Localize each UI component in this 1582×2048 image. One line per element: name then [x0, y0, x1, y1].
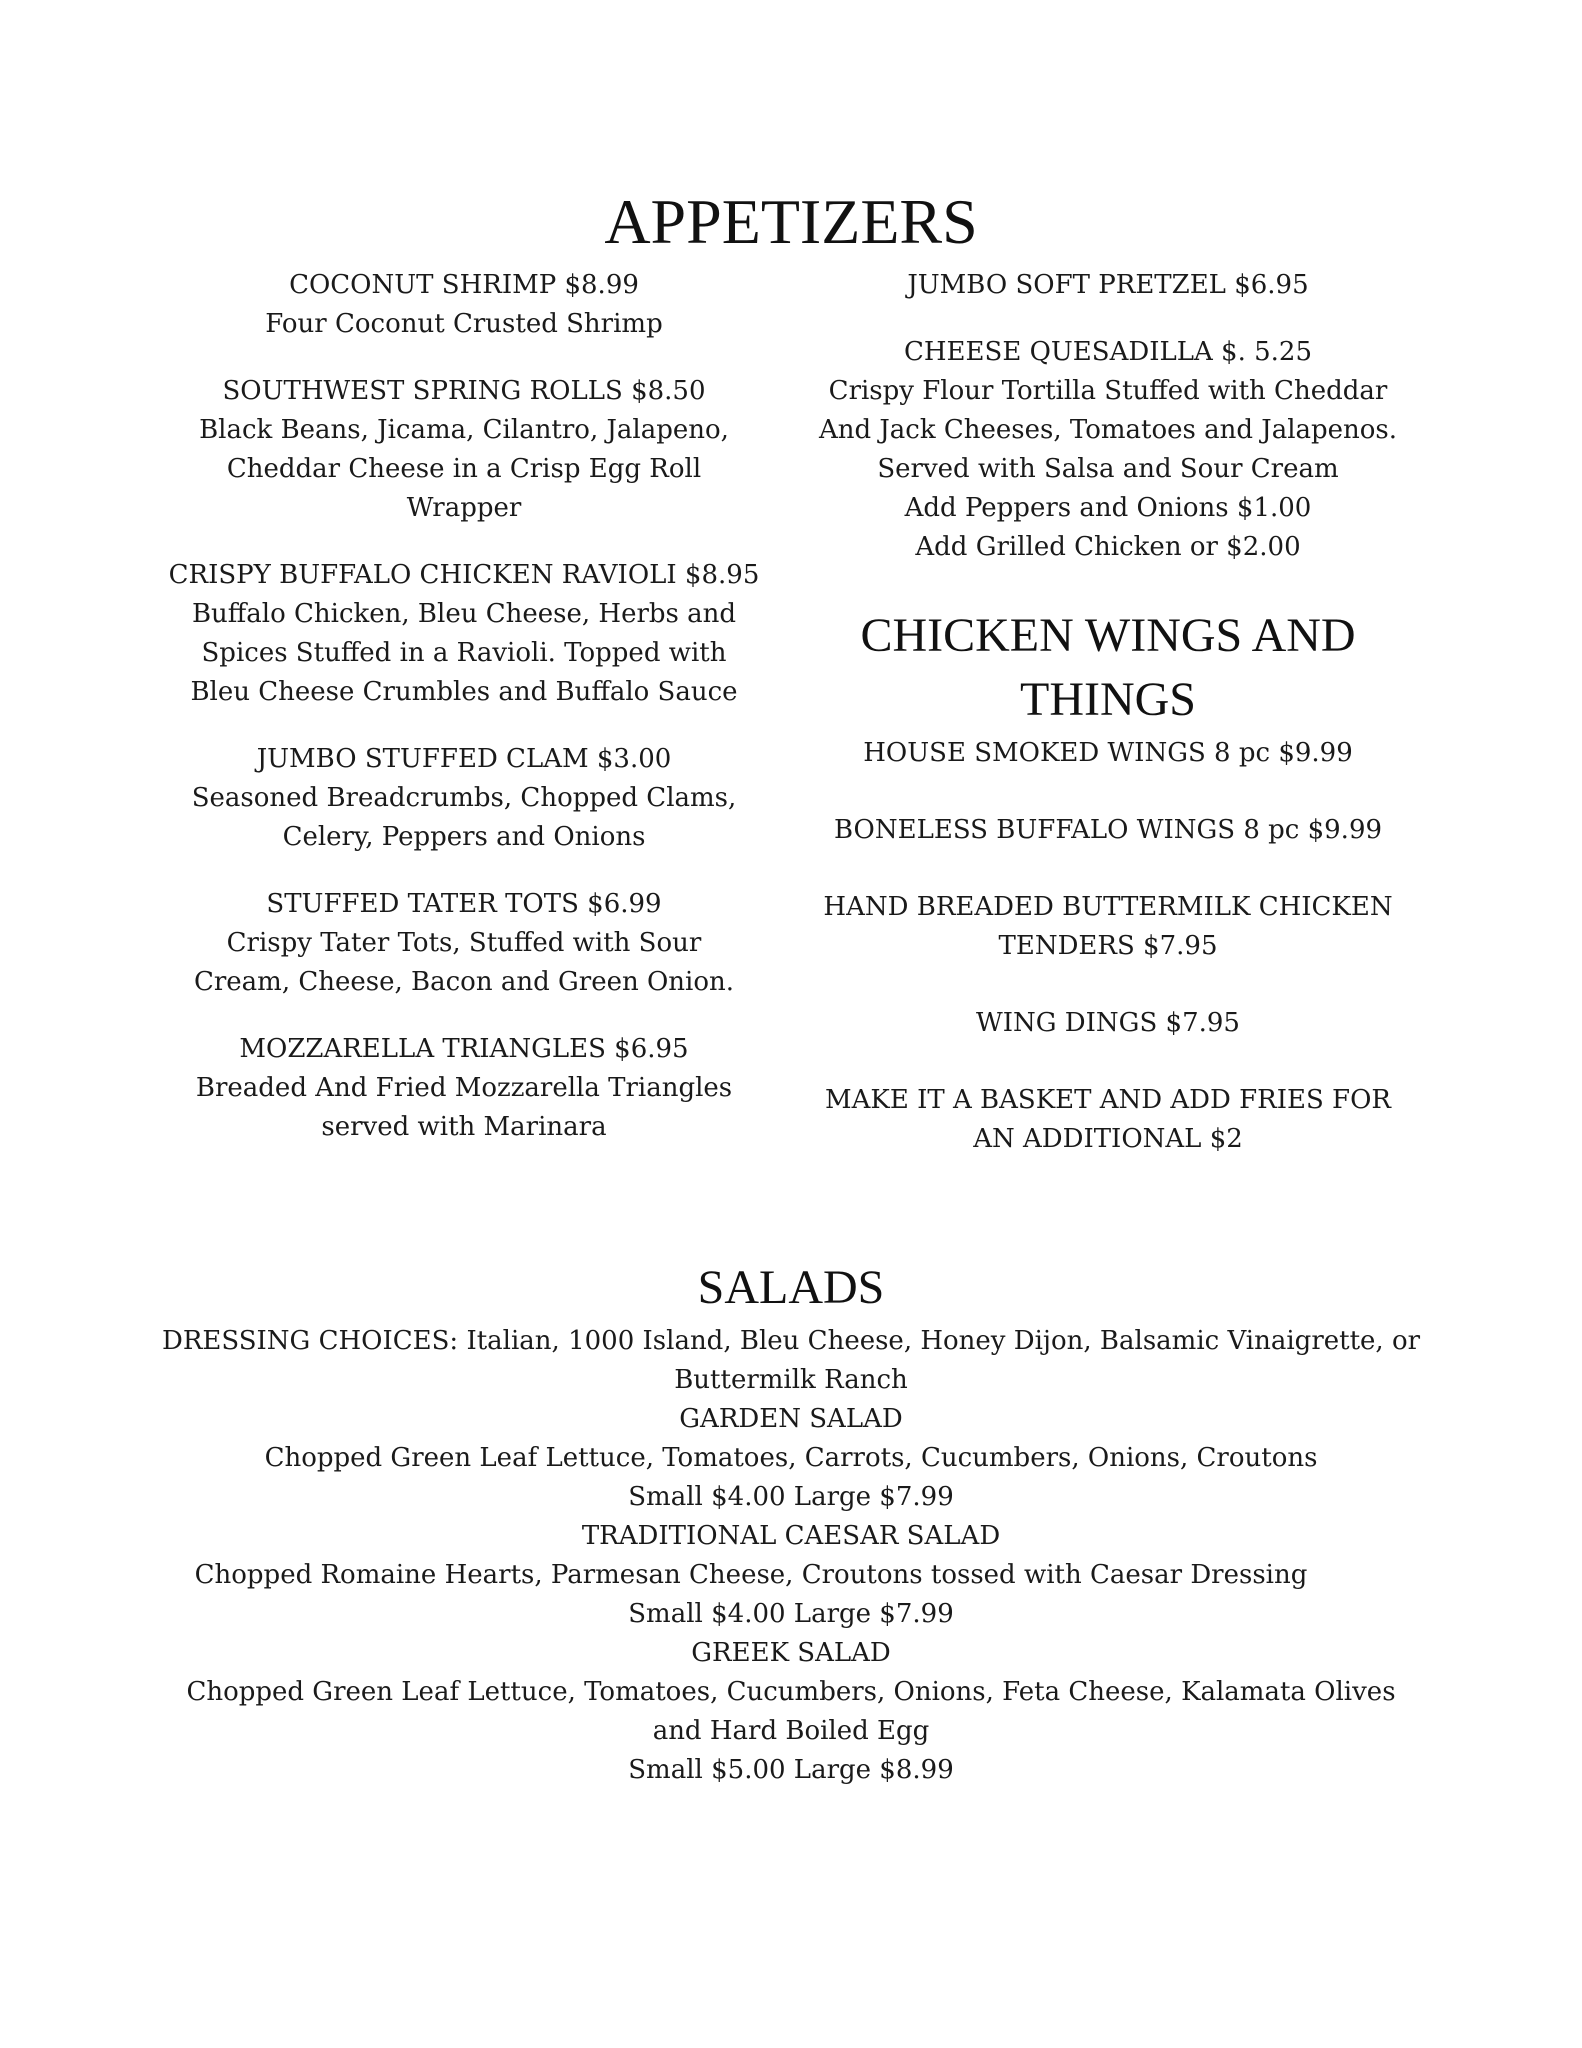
- garden-salad-description: Chopped Green Leaf Lettuce, Tomatoes, Carrots, Cucumbers, Onions, Croutons: [264, 1443, 1318, 1473]
- menu-item-stuffed-clam: [150, 740, 778, 857]
- item-description: Breaded And Fried Mozzarella Triangles: [195, 1073, 733, 1103]
- item-description: Spices Stuffed in a Ravioli. Topped with: [201, 638, 727, 668]
- item-description: Bleu Cheese Crumbles and Buffalo Sauce: [190, 677, 738, 707]
- menu-item-coconut-shrimp: [150, 266, 778, 344]
- item-name: JUMBO SOFT PRETZEL $6.95: [907, 270, 1309, 300]
- item-description: Black Beans, Jicama, Cilantro, Jalapeno,: [199, 415, 729, 445]
- greek-salad-description: Chopped Green Leaf Lettuce, Tomatoes, Cucumbers, Onions, Feta Cheese, Kalamata Olives: [186, 1677, 1396, 1707]
- menu-item-cheese-quesadilla: [818, 333, 1398, 567]
- caesar-salad-description: Chopped Romaine Hearts, Parmesan Cheese, Croutons tossed with Caesar Dressing: [194, 1560, 1308, 1590]
- item-addon: Add Grilled Chicken or $2.00: [915, 532, 1301, 562]
- menu-item-mozzarella-triangles: [150, 1030, 778, 1147]
- item-name: HOUSE SMOKED WINGS 8 pc $9.99: [863, 738, 1353, 768]
- item-description: served with Marinara: [321, 1112, 607, 1142]
- menu-item-southwest-spring-rolls: [150, 372, 778, 528]
- item-description: Buffalo Chicken, Bleu Cheese, Herbs and: [191, 599, 737, 629]
- greek-salad-price: Small $5.00 Large $8.99: [628, 1755, 954, 1785]
- salads-section: [140, 1322, 1442, 1790]
- wings-heading-line1: CHICKEN WINGS AND: [860, 609, 1356, 662]
- greek-salad-name: GREEK SALAD: [691, 1638, 891, 1668]
- greek-salad-description-continued: and Hard Boiled Egg: [652, 1716, 930, 1746]
- item-description: Seasoned Breadcrumbs, Chopped Clams,: [191, 783, 737, 813]
- item-description: Served with Salsa and Sour Cream: [877, 454, 1339, 484]
- appetizers-left-column: [150, 266, 778, 1175]
- item-description: Four Coconut Crusted Shrimp: [265, 309, 663, 339]
- appetizers-right-column: [818, 266, 1398, 595]
- item-name: MOZZARELLA TRIANGLES $6.95: [239, 1034, 689, 1064]
- menu-item-wing-dings: [818, 1004, 1398, 1043]
- item-description: Cream, Cheese, Bacon and Green Onion.: [193, 967, 735, 997]
- item-name: STUFFED TATER TOTS $6.99: [266, 889, 662, 919]
- item-name: HAND BREADED BUTTERMILK CHICKEN: [823, 892, 1393, 922]
- item-addon: Add Peppers and Onions $1.00: [904, 493, 1312, 523]
- menu-item-chicken-tenders: [818, 888, 1398, 966]
- caesar-salad-price: Small $4.00 Large $7.99: [628, 1599, 954, 1629]
- item-description: Celery, Peppers and Onions: [282, 822, 646, 852]
- wings-heading: [838, 604, 1378, 732]
- caesar-salad-name: TRADITIONAL CAESAR SALAD: [581, 1521, 1001, 1551]
- dressing-choices-continued: Buttermilk Ranch: [674, 1365, 908, 1395]
- item-name: CHEESE QUESADILLA $. 5.25: [903, 337, 1313, 367]
- menu-item-house-smoked-wings: [818, 734, 1398, 773]
- item-description: Crispy Tater Tots, Stuffed with Sour: [226, 928, 702, 958]
- item-name: BONELESS BUFFALO WINGS 8 pc $9.99: [833, 815, 1383, 845]
- menu-item-boneless-buffalo-wings: [818, 811, 1398, 850]
- garden-salad-name: GARDEN SALAD: [679, 1404, 903, 1434]
- item-name-continued: TENDERS $7.95: [998, 931, 1218, 961]
- item-description: Crispy Flour Tortilla Stuffed with Cheddar: [828, 376, 1388, 406]
- item-name: JUMBO STUFFED CLAM $3.00: [256, 744, 672, 774]
- menu-item-stuffed-tater-tots: [150, 885, 778, 1002]
- item-name: WING DINGS $7.95: [976, 1008, 1240, 1038]
- note-text-continued: AN ADDITIONAL $2: [973, 1124, 1243, 1154]
- item-description: Wrapper: [406, 493, 522, 523]
- item-name: SOUTHWEST SPRING ROLLS $8.50: [222, 376, 706, 406]
- garden-salad-price: Small $4.00 Large $7.99: [628, 1482, 954, 1512]
- item-name: COCONUT SHRIMP $8.99: [289, 270, 639, 300]
- note-text: MAKE IT A BASKET AND ADD FRIES FOR: [825, 1085, 1391, 1115]
- menu-note-basket: [818, 1081, 1398, 1159]
- menu-item-buffalo-ravioli: [150, 556, 778, 712]
- dressing-choices: DRESSING CHOICES: Italian, 1000 Island, Bleu Cheese, Honey Dijon, Balsamic Vinaigrette, or: [161, 1326, 1421, 1356]
- wings-heading-line2: THINGS: [1020, 673, 1196, 726]
- wings-column: [818, 734, 1398, 1197]
- item-name: CRISPY BUFFALO CHICKEN RAVIOLI $8.95: [168, 560, 760, 590]
- salads-heading: SALADS: [697, 1261, 885, 1314]
- item-description: Cheddar Cheese in a Crisp Egg Roll: [226, 454, 702, 484]
- item-description: And Jack Cheeses, Tomatoes and Jalapenos.: [818, 415, 1398, 445]
- menu-item-soft-pretzel: [818, 266, 1398, 305]
- appetizers-heading: APPETIZERS: [604, 186, 978, 257]
